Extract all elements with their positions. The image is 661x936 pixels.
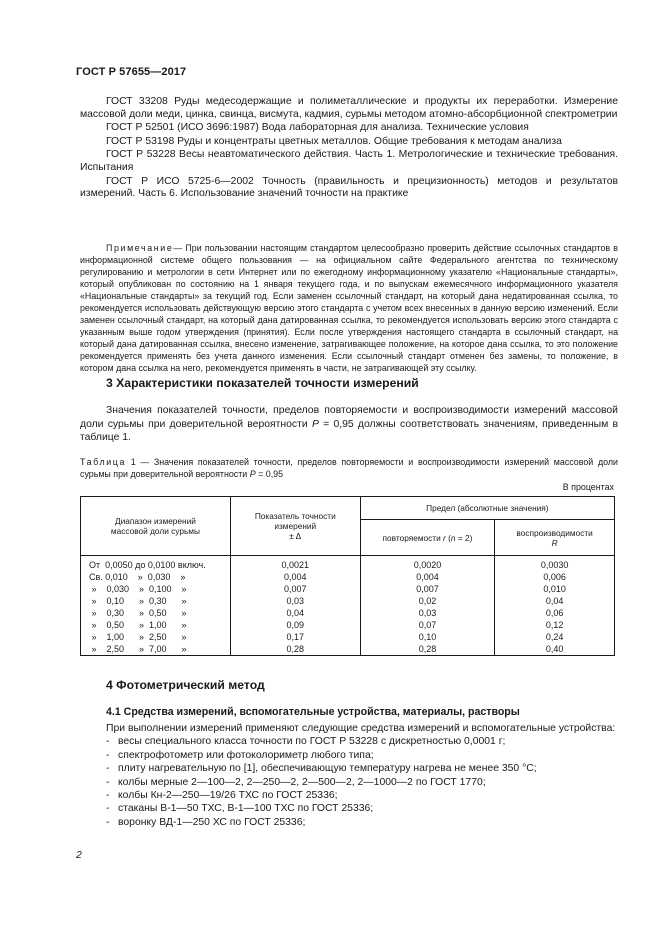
accuracy-cell: 0,0021 xyxy=(230,556,360,572)
reproducibility-cell: 0,006 xyxy=(495,571,615,583)
table-row xyxy=(81,571,615,583)
range-cell: От 0,0050 до 0,0100 включ. xyxy=(81,556,231,572)
reproducibility-cell: 0,06 xyxy=(495,607,615,619)
table-label: Таблица xyxy=(80,457,126,467)
col-accuracy-symbol: ± Δ xyxy=(289,531,302,541)
para-part: Значения показателей точности, пределов повторяемости и воспроизводимости измерений массовой доли сурьмы при доверительной вероятности xyxy=(80,405,618,430)
repeatability-cell: 0,007 xyxy=(360,583,495,595)
col-reprod-label: воспроизводимости xyxy=(516,527,593,538)
reproducibility-cell: 0,12 xyxy=(495,619,615,631)
reproducibility-cell: 0,0030 xyxy=(495,556,615,572)
reference-item: ГОСТ Р 52501 (ИСО 3696:1987) Вода лабораторная для анализа. Технические условия xyxy=(106,122,529,134)
list-dash: - xyxy=(106,790,110,802)
repeatability-cell: 0,28 xyxy=(360,643,495,656)
accuracy-cell: 0,09 xyxy=(230,619,360,631)
table-row xyxy=(81,607,615,619)
table-row xyxy=(81,643,615,656)
reference-item: ГОСТ Р 53198 Руды и концентраты цветных металлов. Общие требования к методам анализа xyxy=(106,135,562,147)
list-dash: - xyxy=(106,816,110,828)
repeatability-cell: 0,03 xyxy=(360,607,495,619)
references-note xyxy=(80,242,618,374)
col-range xyxy=(81,497,231,556)
range-cell: » 0,30 » 0,50 » xyxy=(81,607,231,619)
equipment-list xyxy=(80,735,618,829)
col-repeat-n: n xyxy=(450,532,456,543)
accuracy-cell: 0,03 xyxy=(230,595,360,607)
reference-item: ГОСТ 33208 Руды медесодержащие и полиметаллические и продукты их переработки. Измерение массовой доли меди, цинка, свинца, висмута, кадмия, сурьмы методом атомно-абсорбционной спектрометрии xyxy=(80,96,618,120)
accuracy-cell: 0,004 xyxy=(230,571,360,583)
page-number: 2 xyxy=(76,850,82,861)
note-text: — При пользовании настоящим стандартом целесообразно проверить действие ссылочных стандартов в информационной системе общего пользования — на официальном сайте Федерального агентства по техническому регулированию и метрологии в сети Интернет или по ежегодному информационному указателю «Национальные стандарты», который опубликован по состоянию на 1 января текущего года, и по выпускам ежемесячного информационного указателя «Национальные стандарты» за текущий год. Если заменен ссылочный стандарт, на который дана недатированная ссылка, то рекомендуется использовать действующую версию этого стандарта с учетом всех внесенных в данную версию изменений. Если заменен ссылочный стандарт, на который дана датированная ссылка, то рекомендуется использовать версию этого стандарта с указанным выше годом утверждения (принятия). Если после утверждения настоящего стандарта в ссылочный стандарт, на который дана датированная ссылка, внесено изменение, затрагивающее положение, на которое дана ссылка, то это положение рекомендуется применять без учета данного изменения. Если ссылочный стандарт отменен без замены, то положение, в котором дана ссылка на него, рекомендуется применять в части, не затрагивающей эту ссылку. xyxy=(80,243,618,373)
accuracy-cell: 0,17 xyxy=(230,631,360,643)
reproducibility-cell: 0,04 xyxy=(495,595,615,607)
accuracy-cell: 0,007 xyxy=(230,583,360,595)
reproducibility-cell: 0,010 xyxy=(495,583,615,595)
table-caption-text xyxy=(80,456,618,480)
list-item xyxy=(80,762,618,775)
reproducibility-cell: 0,24 xyxy=(495,631,615,643)
col-accuracy xyxy=(230,497,360,556)
section-4-1-intro: При выполнении измерений применяют следующие средства измерений и вспомогательные устройства: xyxy=(106,723,616,734)
list-item-text: спектрофотометр или фотоколориметр любого типа; xyxy=(118,749,374,761)
note-label: Примечание xyxy=(106,243,174,253)
range-cell: » 2,50 » 7,00 » xyxy=(81,643,231,656)
range-cell: » 0,50 » 1,00 » xyxy=(81,619,231,631)
list-dash: - xyxy=(106,803,110,815)
list-item xyxy=(80,816,618,829)
table-row xyxy=(81,619,615,631)
note-paragraph xyxy=(80,242,618,374)
range-cell: » 0,030 » 0,100 » xyxy=(81,583,231,595)
list-item-text: весы специального класса точности по ГОСТ Р 53228 с дискретностью 0,0001 г; xyxy=(118,736,506,748)
section-3-paragraph xyxy=(80,404,618,445)
list-item xyxy=(80,735,618,748)
list-item xyxy=(80,749,618,762)
accuracy-cell: 0,28 xyxy=(230,643,360,656)
list-dash: - xyxy=(106,749,110,761)
range-cell: Св. 0,010 » 0,030 » xyxy=(81,571,231,583)
list-item-text: плиту нагревательную по [1], обеспечивающую температуру нагрева не менее 350 °С; xyxy=(118,763,537,775)
section-4-1-body xyxy=(80,722,618,829)
col-limit: Предел (абсолютные значения) xyxy=(360,497,614,520)
probability-symbol: P xyxy=(249,469,256,479)
table-row xyxy=(81,583,615,595)
accuracy-cell: 0,04 xyxy=(230,607,360,619)
col-repeat-symbol: r xyxy=(443,532,446,543)
list-item xyxy=(80,776,618,789)
table-caption xyxy=(80,456,618,480)
col-reproducibility xyxy=(495,520,615,556)
list-dash: - xyxy=(106,776,110,788)
document-header: ГОСТ Р 57655—2017 xyxy=(76,66,187,78)
col-reprod-symbol: R xyxy=(551,537,558,548)
reproducibility-cell: 0,40 xyxy=(495,643,615,656)
table-unit: В процентах xyxy=(562,482,614,492)
table-row xyxy=(81,556,615,572)
reference-item: ГОСТ Р 53228 Весы неавтоматического действия. Часть 1. Метрологические и технические требования. Испытания xyxy=(80,149,618,173)
list-item-text: колбы Кн-2—250—19/26 ТХС по ГОСТ 25336; xyxy=(118,790,338,802)
probability-symbol: P xyxy=(311,418,319,430)
section-3-heading: 3 Характеристики показателей точности измерений xyxy=(106,376,419,390)
repeatability-cell: 0,07 xyxy=(360,619,495,631)
col-accuracy-label: Показатель точности измерений xyxy=(254,511,336,531)
range-cell: » 1,00 » 2,50 » xyxy=(81,631,231,643)
section-3-text xyxy=(80,404,618,445)
normative-references xyxy=(80,96,618,202)
col-repeatability xyxy=(360,520,495,556)
accuracy-table xyxy=(80,496,615,656)
section-4-1-heading: 4.1 Средства измерений, вспомогательные устройства, материалы, растворы xyxy=(106,706,520,718)
col-repeat-label: повторяемости xyxy=(382,532,444,543)
repeatability-cell: 0,10 xyxy=(360,631,495,643)
section-4-heading: 4 Фотометрический метод xyxy=(106,678,265,692)
list-item-text: воронку ВД-1—250 ХС по ГОСТ 25336; xyxy=(118,816,306,828)
col-repeat-label: ( xyxy=(445,532,451,543)
list-dash: - xyxy=(106,763,110,775)
caption-part: 1 — Значения показателей точности, пределов повторяемости и воспроизводимости измерений массовой доли сурьмы при доверительной вероятности xyxy=(80,457,618,479)
reference-item: ГОСТ Р ИСО 5725-6—2002 Точность (правильность и прецизионность) методов и результатов измерений. Часть 6. Использование значений точности на практике xyxy=(80,175,618,200)
table-row xyxy=(81,595,615,607)
caption-part: = 0,95 xyxy=(255,469,284,479)
col-repeat-label: = 2) xyxy=(455,532,473,543)
list-item-text: стаканы В-1—50 ТХС, В-1—100 ТХС по ГОСТ 25336; xyxy=(118,803,374,815)
repeatability-cell: 0,02 xyxy=(360,595,495,607)
col-range-label: Диапазон измерений массовой доли сурьмы xyxy=(110,516,200,536)
repeatability-cell: 0,0020 xyxy=(360,556,495,572)
list-dash: - xyxy=(106,736,110,748)
range-cell: » 0,10 » 0,30 » xyxy=(81,595,231,607)
repeatability-cell: 0,004 xyxy=(360,571,495,583)
list-item xyxy=(80,802,618,815)
para-part: = 0,95 должны соответствовать значениям, приведенным в таблице 1. xyxy=(80,418,618,444)
list-item xyxy=(80,789,618,802)
table-row xyxy=(81,631,615,643)
list-item-text: колбы мерные 2—100—2, 2—250—2, 2—500—2, 2—1000—2 по ГОСТ 1770; xyxy=(118,776,486,788)
